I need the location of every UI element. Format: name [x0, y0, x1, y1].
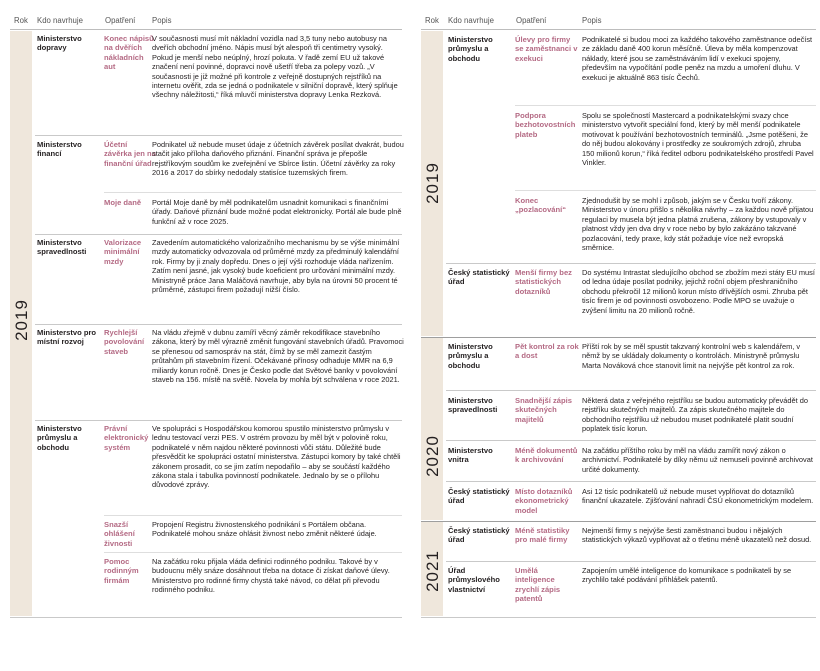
ministry-label: Český statistický úřad: [448, 487, 510, 506]
measure-description: Na začátku příštího roku by měl na vládu zamířit nový zákon o archivnictví. Podnikatelé by díky němu už nemuseli povinně archivovat určité dokumenty.: [582, 446, 813, 474]
ministry-label: Ministerstvo pro místní rozvoj: [37, 328, 97, 347]
measure-description: Podnikatel už nebude muset údaje z účetních závěrek posílat dvakrát, budou stačit jako příloha daňového přiznání. Finanční správa je přepošle rejstříkovým soudům ke zveřejnění ve Sbírce listin. Účetní závěrky za roky 2016 a 2017 do sbírky nedodaly statisíce tuzemských firem.: [152, 140, 404, 178]
measure-description: Příští rok by se měl spustit takzvaný kontrolní web s kalendářem, v němž by se ukládaly dokumenty o kontrolách. Ministryně průmyslu Marta Nováková chce stanovit limit na nejvýše pět kontrol za rok.: [582, 342, 801, 370]
row-divider: [104, 552, 402, 553]
measure-description: Zapojením umělé inteligence do komunikace s podnikateli by se zrychlilo také podávání přihlášek patentů.: [582, 566, 792, 585]
row-divider: [446, 263, 816, 264]
row-divider: [446, 390, 816, 391]
measure-description: Portál Moje daně by měl podnikatelům usnadnit komunikaci s finančními úřady. Daňové přiznání bude možné podat elektronicky. Portál ale bude plně funkční až v roce 2025.: [152, 198, 402, 226]
row-divider: [104, 515, 402, 516]
ministry-label: Ministerstvo průmyslu a obchodu: [37, 424, 82, 452]
ministry-label: Ministerstvo dopravy: [37, 34, 82, 53]
measure-description: Zavedením automatického valorizačního mechanismu by se výše minimální mzdy automaticky odvozovala od průměrné mzdy za předminulý kalendářní rok. Firmy by ji znaly dopředu. Dnes o její výši rozhoduje vláda nařízením. Zatím není jasné, jak vysoký bude koeficient pro určování minimální mzdy. Ministryně práce Jana Maláčová navrhuje, aby byla na úrovni 50 procent té průměrné, zástupci firem požadují nižší číslo.: [152, 238, 400, 295]
measure-title: Snazší ohlášení živnosti: [104, 520, 135, 548]
header-kdo: Kdo navrhuje: [448, 16, 494, 25]
table-bottom-rule: [421, 617, 816, 618]
year-label-2019: 2019: [12, 299, 31, 341]
header-opatreni: Opatření: [516, 16, 547, 25]
measure-description: Na začátku roku přijala vláda definici rodinného podniku. Takové by v budoucnu měly snáze dosáhnout třeba na dotace či získat daňové úlevy. Ministerstvo pro rodinné firmy chystá také návod, co dělat při převodu rodinného podniku.: [152, 557, 390, 595]
measure-title: Účetní závěrka jen na finanční úřad: [104, 140, 156, 168]
row-divider: [515, 105, 816, 106]
row-divider: [104, 192, 402, 193]
measure-description: Spolu se společností Mastercard a podnikatelskými svazy chce ministerstvo vytvořit speciální fond, který by měl menší podnikatele motivovat k používání bezhotovostních terminálů. „Jsme potěšeni, že do něj budou alokovány i prostředky ze soukromých zdrojů, zhruba 150 milionů korun,“ říká ředitel odboru podnikatelského prostředí Pavel Vinkler.: [582, 111, 814, 168]
measure-description: Propojení Registru živnostenského podnikání s Portálem občana. Podnikatelé mohou snáze ohlásit živnost nebo změnit některé údaje.: [152, 520, 377, 539]
measure-title: Méně dokumentů k archivování: [515, 446, 578, 465]
measure-title: Umělá inteligence zrychlí zápis patentů: [515, 566, 561, 604]
ministry-label: Ministerstvo spravedlnosti: [37, 238, 87, 257]
measure-description: Nejmenší firmy s nejvýše šesti zaměstnanci budou i nějakých statistických výkazů vyplňovat až o třetinu méně ukazatelů než dosud.: [582, 526, 812, 545]
row-divider: [446, 440, 816, 441]
measure-title: Úlevy pro firmy se zaměstnanci v exekuci: [515, 35, 578, 63]
measure-title: Méně statistiky pro malé firmy: [515, 526, 570, 545]
header-popis: Popis: [582, 16, 602, 25]
measure-title: Valorizace minimální mzdy: [104, 238, 142, 266]
measure-title: Místo dotazníků ekonometrický model: [515, 487, 573, 515]
header-popis: Popis: [152, 16, 172, 25]
ministry-label: Ministerstvo financí: [37, 140, 82, 159]
header-rok: Rok: [14, 16, 28, 25]
header-rok: Rok: [425, 16, 439, 25]
measure-description: Některá data z veřejného rejstříku se budou automaticky převádět do rejstříku skutečných majitelů. Za zápis skutečného majitele do obchodního rejstříku už nebudou muset podnikatelé platit soudní poplatek tisíc korun.: [582, 396, 808, 434]
row-divider: [515, 190, 816, 191]
row-divider: [35, 420, 402, 421]
ministry-label: Ministerstvo vnitra: [448, 446, 493, 465]
ministry-label: Český statistický úřad: [448, 526, 510, 545]
measure-description: Ve spolupráci s Hospodářskou komorou spustilo ministerstvo průmyslu v lednu testovací verzi PES. V ostrém provozu by měl být v polovině roku, podnikatelé v něm najdou některé povinnosti vůči státu. Důležité bude přesvědčit ke spolupráci ostatní ministerstva. Zástupci komory by také chtěli zákonem prosadit, co se jim zatím nepodařilo – aby se součástí každého zákona stala i tabulka povinností podnikatele. Jednalo by se o přílohu důvodové zprávy.: [152, 424, 401, 490]
measure-description: V současnosti musí mít nákladní vozidla nad 3,5 tuny nebo autobusy na dveřích obchodní jméno. Nápis musí být alespoň tři centimetry vysoký. Pokud je menší nebo neúplný, hrozí pokuta. V řadě zemí EU už takové značení není povinné, dopravci nově ušetří třeba za polepy vozů. „V současnosti je již možné při kontrole z veřejně dostupných rejstříků na internetu ověřit, zda se jedná o podnikatele v silniční dopravě, který splňuje všechny náležitosti,“ říká mluvčí ministerstva dopravy Lenka Rezková.: [152, 34, 398, 100]
year-divider: [421, 337, 816, 338]
year-label-2019: 2019: [423, 162, 442, 204]
header-kdo: Kdo navrhuje: [37, 16, 83, 25]
measure-description: Do systému Intrastat sledujícího obchod se zbožím mezi státy EU musí od ledna údaje posílat podniky, jejichž roční objem přeshraničního obchodu překročil 12 milionů korun místo dřívějších osmi. Zhruba pět tisíc firem je od povinnosti osvobozeno. Podle MPO se uvažuje o zvýšení limitu na 20 milionů ročně.: [582, 268, 815, 315]
ministry-label: Ministerstvo průmyslu a obchodu: [448, 342, 493, 370]
ministry-label: Ministerstvo průmyslu a obchodu: [448, 35, 493, 63]
measure-description: Podnikatelé si budou moci za každého takového zaměstnance odečíst ze základu daně 400 korun měsíčně. Úleva by měla kompenzovat náklady, které jsou se zaměstnáváním lidí v exekuci spojeny, především na vypočítání podle peněz na mzdu a umoření dluhu. V exekuci je aktuálně 863 tisíc Čechů.: [582, 35, 813, 82]
measure-title: Konec „pozlacování“: [515, 196, 567, 215]
measure-title: Konec nápisů na dvěřích nákladních aut: [104, 34, 154, 72]
measure-title: Snadnější zápis skutečných majitelů: [515, 396, 572, 424]
ministry-label: Úřad průmyslového vlastnictví: [448, 566, 500, 594]
year-divider: [421, 521, 816, 522]
year-label-2020: 2020: [423, 435, 442, 477]
header-rule: [10, 29, 402, 30]
table-bottom-rule: [10, 617, 402, 618]
header-opatreni: Opatření: [105, 16, 136, 25]
measure-title: Právní elektronický systém: [104, 424, 149, 452]
measure-title: Podpora bezhotovostních plateb: [515, 111, 576, 139]
measure-title: Menší firmy bez statistických dotazníků: [515, 268, 572, 296]
measure-title: Pomoc rodinným firmám: [104, 557, 139, 585]
year-label-2021: 2021: [423, 550, 442, 592]
measure-title: Pět kontrol za rok a dost: [515, 342, 579, 361]
row-divider: [35, 234, 402, 235]
measure-description: Zjednodušit by se mohl i způsob, jakým se v Česku tvoří zákony. Ministerstvo v únoru přišlo s několika návrhy – za každou nově přijatou regulaci by musela být jedna platná zrušena, zákony by vstupovaly v platnost vždy jen dva dny v roce nebo by bylo zakázáno takzvané pozlacování, tedy praxe, kdy stát požaduje více než evropská směrnice.: [582, 196, 814, 253]
header-rule: [421, 29, 816, 30]
ministry-label: Český statistický úřad: [448, 268, 510, 287]
row-divider: [35, 135, 402, 136]
ministry-label: Ministerstvo spravedlnosti: [448, 396, 498, 415]
measure-title: Rychlejší povolování staveb: [104, 328, 145, 356]
row-divider: [446, 481, 816, 482]
row-divider: [35, 324, 402, 325]
measure-title: Moje daně: [104, 198, 142, 207]
row-divider: [446, 561, 816, 562]
measure-description: Asi 12 tisíc podnikatelů už nebude muset vyplňovat do dotazníků finanční ukazatele. Zjišťování nahradí ČSÚ ekonometrickým modelem.: [582, 487, 814, 506]
measure-description: Na vládu zřejmě v dubnu zamíří věcný záměr rekodifikace stavebního zákona, který by měl výrazně změnit fungování stavebních úřadů. Pravomoci se přenesou od samospráv na stát, čímž by se měl zamezit častým průtahům při stavebním řízení. Očekávané přínosy odhaduje MMR na 6,9 miliardy korun ročně. Dnes je Česko podle dat Světové banky v povolování staveb na 156. místě na světě. Novela by mohla být schválena v roce 2021.: [152, 328, 404, 385]
